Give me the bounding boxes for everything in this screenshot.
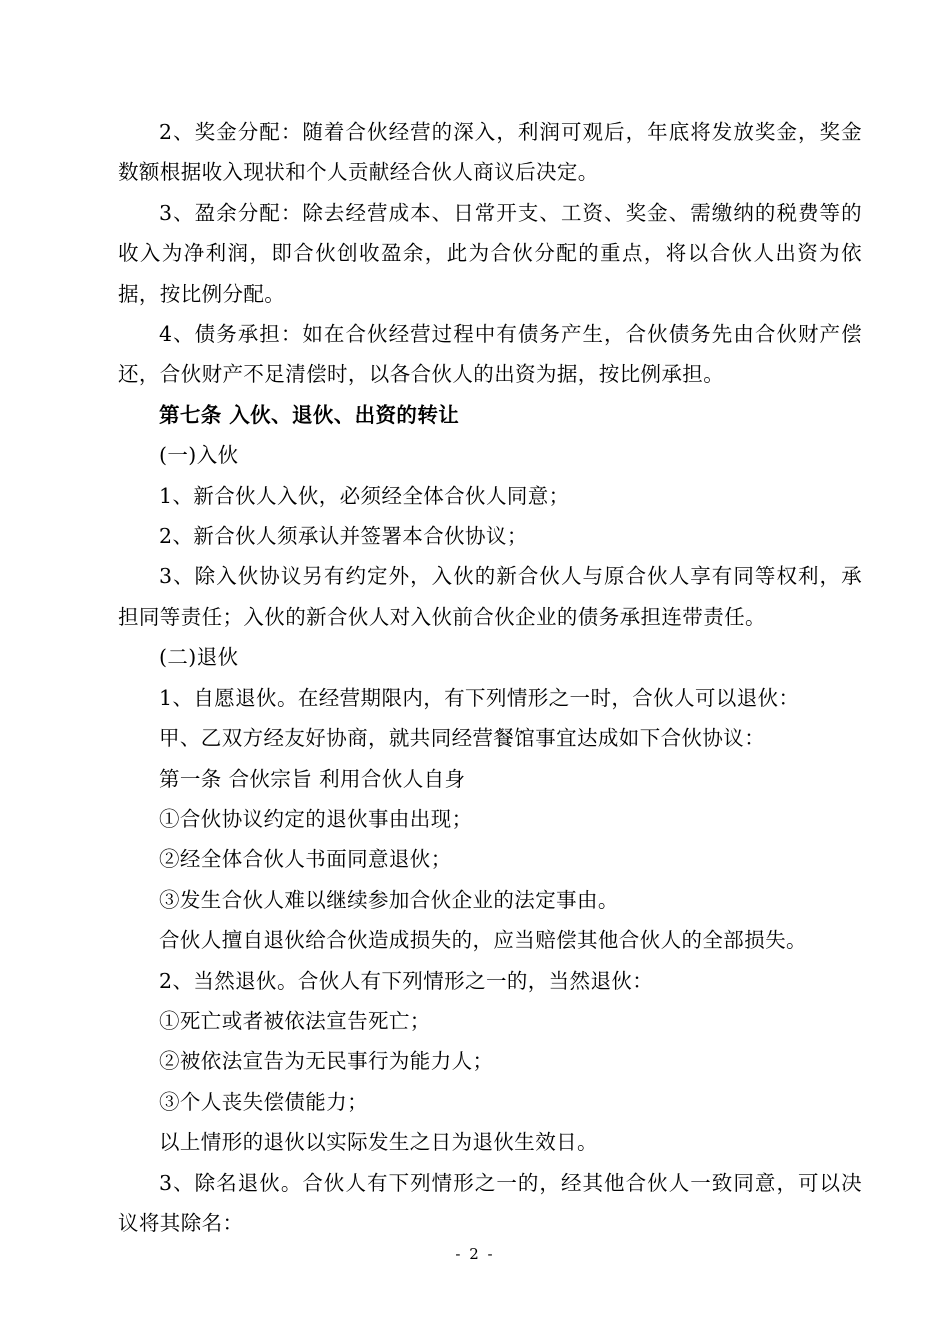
- withdrawal-voluntary: 1、自愿退伙。在经营期限内，有下列情形之一时，合伙人可以退伙：: [159, 685, 800, 710]
- section-joining-heading: (一)入伙: [159, 443, 239, 468]
- unauthorized-withdrawal-note: 合伙人擅自退伙给合伙造成损失的，应当赔偿其他合伙人的全部损失。: [159, 928, 807, 953]
- paragraph-surplus-distribution: 3、盈余分配：除去经营成本、日常开支、工资、奖金、需缴纳的税费等的收入为净利润，即合伙创收盈余，此为合伙分配的重点，将以合伙人出资为依据，按比例分配。: [118, 200, 862, 306]
- voluntary-condition-1: ①合伙协议约定的退伙事由出现；: [159, 806, 473, 831]
- joining-item-2: 2、新合伙人须承认并签署本合伙协议；: [159, 524, 528, 549]
- effective-date-note: 以上情形的退伙以实际发生之日为退伙生效日。: [159, 1130, 598, 1155]
- section-withdrawal-heading: (二)退伙: [159, 645, 239, 670]
- joining-item-1: 1、新合伙人入伙，必须经全体合伙人同意；: [159, 483, 570, 508]
- withdrawal-expulsion: 3、除名退伙。合伙人有下列情形之一的，经其他合伙人一致同意，可以决议将其除名：: [118, 1170, 862, 1235]
- paragraph-bonus-distribution: 2、奖金分配：随着合伙经营的深入，利润可观后，年底将发放奖金，奖金数额根据收入现状和个人贡献经合伙人商议后决定。: [118, 120, 862, 185]
- automatic-condition-3: ③个人丧失偿债能力；: [159, 1089, 368, 1114]
- automatic-condition-1: ①死亡或者被依法宣告死亡；: [159, 1008, 431, 1033]
- voluntary-condition-2: ②经全体合伙人书面同意退伙；: [159, 847, 452, 872]
- article-one-line: 第一条 合伙宗旨 利用合伙人自身: [159, 766, 466, 791]
- agreement-preamble: 甲、乙双方经友好协商，就共同经营餐馆事宜达成如下合伙协议：: [159, 726, 766, 751]
- article-seven-heading: 第七条 入伙、退伙、出资的转让: [159, 402, 460, 427]
- automatic-condition-2: ②被依法宣告为无民事行为能力人；: [159, 1049, 494, 1074]
- voluntary-condition-3: ③发生合伙人难以继续参加合伙企业的法定事由。: [159, 887, 619, 912]
- document-body: [118, 112, 862, 1243]
- joining-item-3: 3、除入伙协议另有约定外，入伙的新合伙人与原合伙人享有同等权利，承担同等责任；入伙的新合伙人对入伙前合伙企业的债务承担连带责任。: [118, 564, 862, 629]
- withdrawal-automatic: 2、当然退伙。合伙人有下列情形之一的，当然退伙：: [159, 968, 654, 993]
- paragraph-debt-liability: 4、债务承担：如在合伙经营过程中有债务产生，合伙债务先由合伙财产偿还，合伙财产不足清偿时，以各合伙人的出资为据，按比例承担。: [118, 322, 862, 387]
- page-number: - 2 -: [455, 1245, 495, 1263]
